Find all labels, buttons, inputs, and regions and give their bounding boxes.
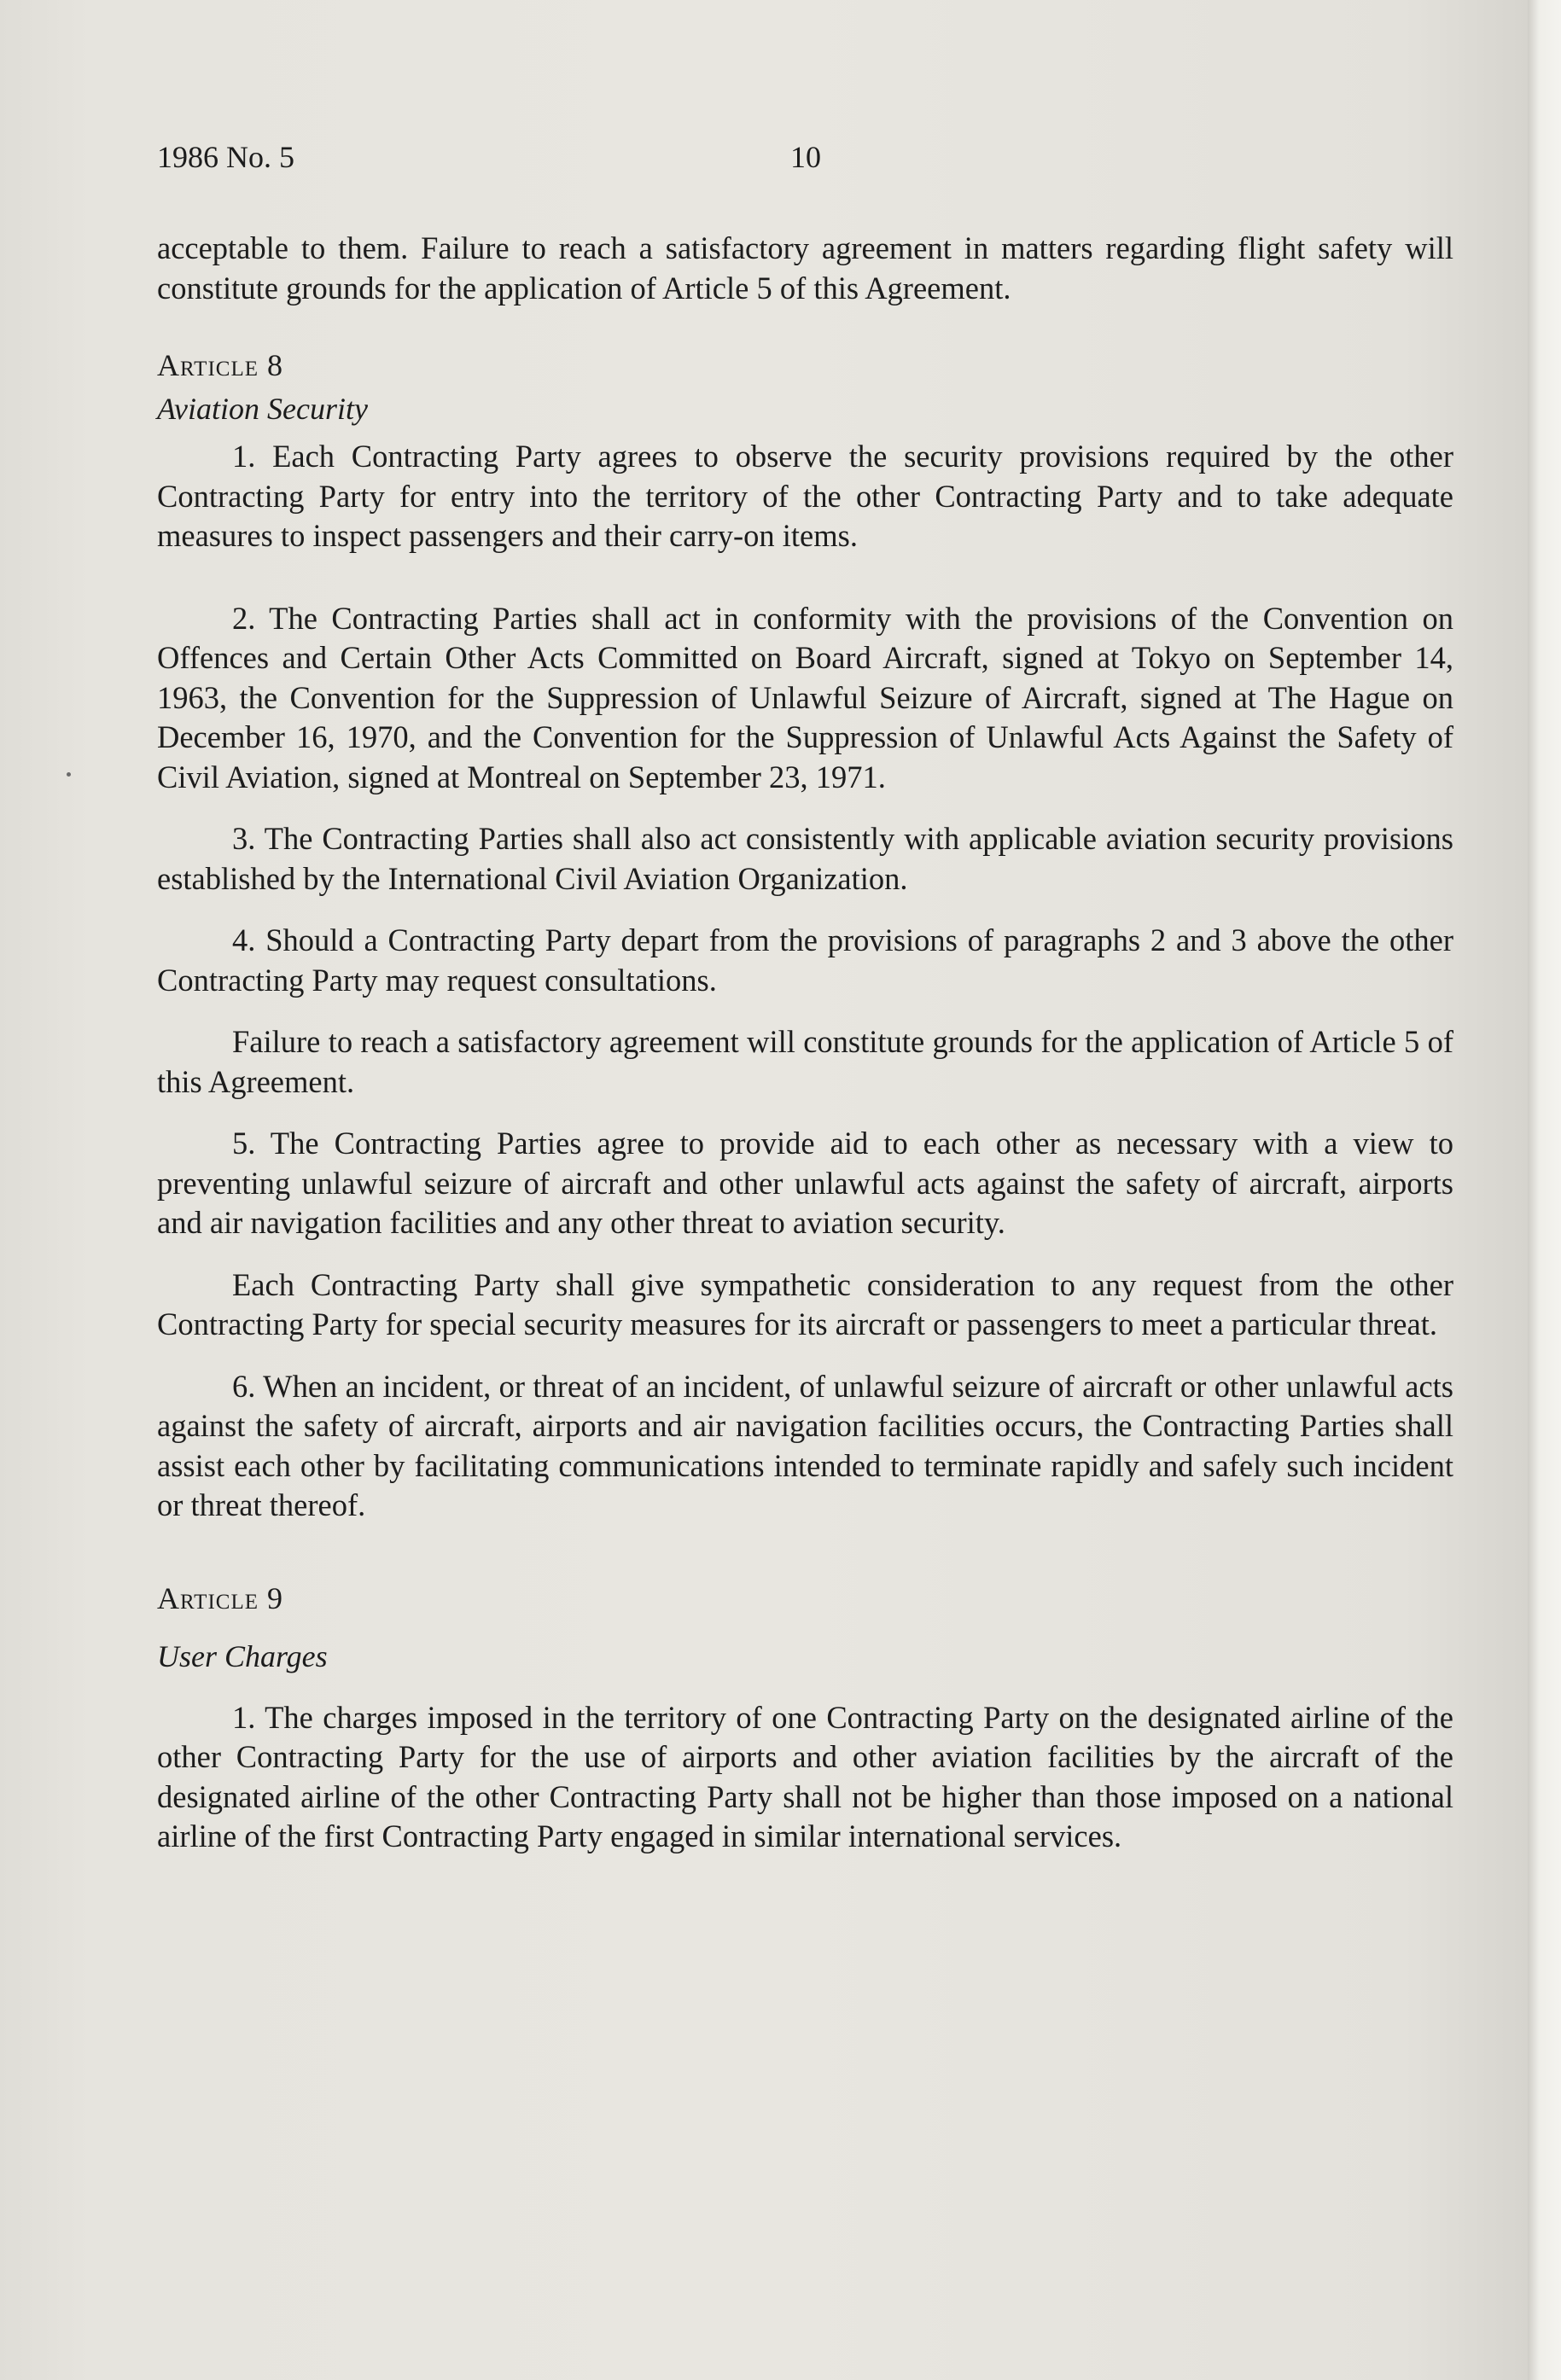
article-9-heading: Article 9	[157, 1580, 283, 1615]
article-8-paragraph-5: 5. The Contracting Parties agree to provide aid to each other as necessary with a view to preventing unlawful seizure of aircraft and other unlawful acts against the safety of aircraft, airports and air navigation facilities and any other threat to aviation security.	[157, 1126, 1453, 1240]
document-reference: 1986 No. 5	[157, 140, 294, 174]
page-edge	[1528, 0, 1561, 2380]
article-9-title: User Charges	[157, 1638, 328, 1673]
page-number: 10	[790, 140, 821, 174]
article-8-paragraph-4-continued: Failure to reach a satisfactory agreement will constitute grounds for the application of Article 5 of this Agreement.	[157, 1024, 1453, 1099]
article-8-paragraph-3: 3. The Contracting Parties shall also act consistently with applicable aviation security provisions established by the International Civil Aviation Organization.	[157, 821, 1453, 896]
scan-speck	[67, 772, 71, 777]
document-body	[157, 229, 1453, 1857]
article-8-title: Aviation Security	[157, 392, 368, 426]
article-8-paragraph-1: 1. Each Contracting Party agrees to observe the security provisions required by the other Contracting Party for entry into the territory of the other Contracting Party and to take adequate measures to inspect passengers and their carry-on items.	[157, 439, 1453, 553]
article-8-heading: Article 8	[157, 348, 283, 382]
article-8-paragraph-2: 2. The Contracting Parties shall act in conformity with the provisions of the Convention on Offences and Certain Other Acts Committed on Board Aircraft, signed at Tokyo on September 14, 1963, the Convention for the Suppression of Unlawful Seizure of Aircraft, signed at The Hague on December 16, 1970, and the Convention for the Suppression of Unlawful Acts Against the Safety of Civil Aviation, signed at Montreal on September 23, 1971.	[157, 600, 1453, 794]
article-8-paragraph-4: 4. Should a Contracting Party depart from the provisions of paragraphs 2 and 3 above the other Contracting Party may request consultations.	[157, 922, 1453, 998]
article-8-paragraph-6: 6. When an incident, or threat of an incident, of unlawful seizure of aircraft or other unlawful acts against the safety of aircraft, airports and air navigation facilities occurs, the Contracting Parties shall assist each other by facilitating communications intended to terminate rapidly and safely such incident or threat thereof.	[157, 1368, 1453, 1522]
article-9-paragraph-1: 1. The charges imposed in the territory of one Contracting Party on the designated airline of the other Contracting Party for the use of airports and other aviation facilities by the aircraft of the designated airline of the other Contracting Party shall not be higher than those imposed on a national airline of the first Contracting Party engaged in similar international services.	[157, 1699, 1453, 1853]
continuation-paragraph: acceptable to them. Failure to reach a satisfactory agreement in matters regarding flight safety will constitute grounds for the application of Article 5 of this Agreement.	[157, 230, 1453, 306]
article-8-paragraph-5-continued: Each Contracting Party shall give sympathetic consideration to any request from the other Contracting Party for special security measures for its aircraft or passengers to meet a particular threat.	[157, 1266, 1453, 1341]
